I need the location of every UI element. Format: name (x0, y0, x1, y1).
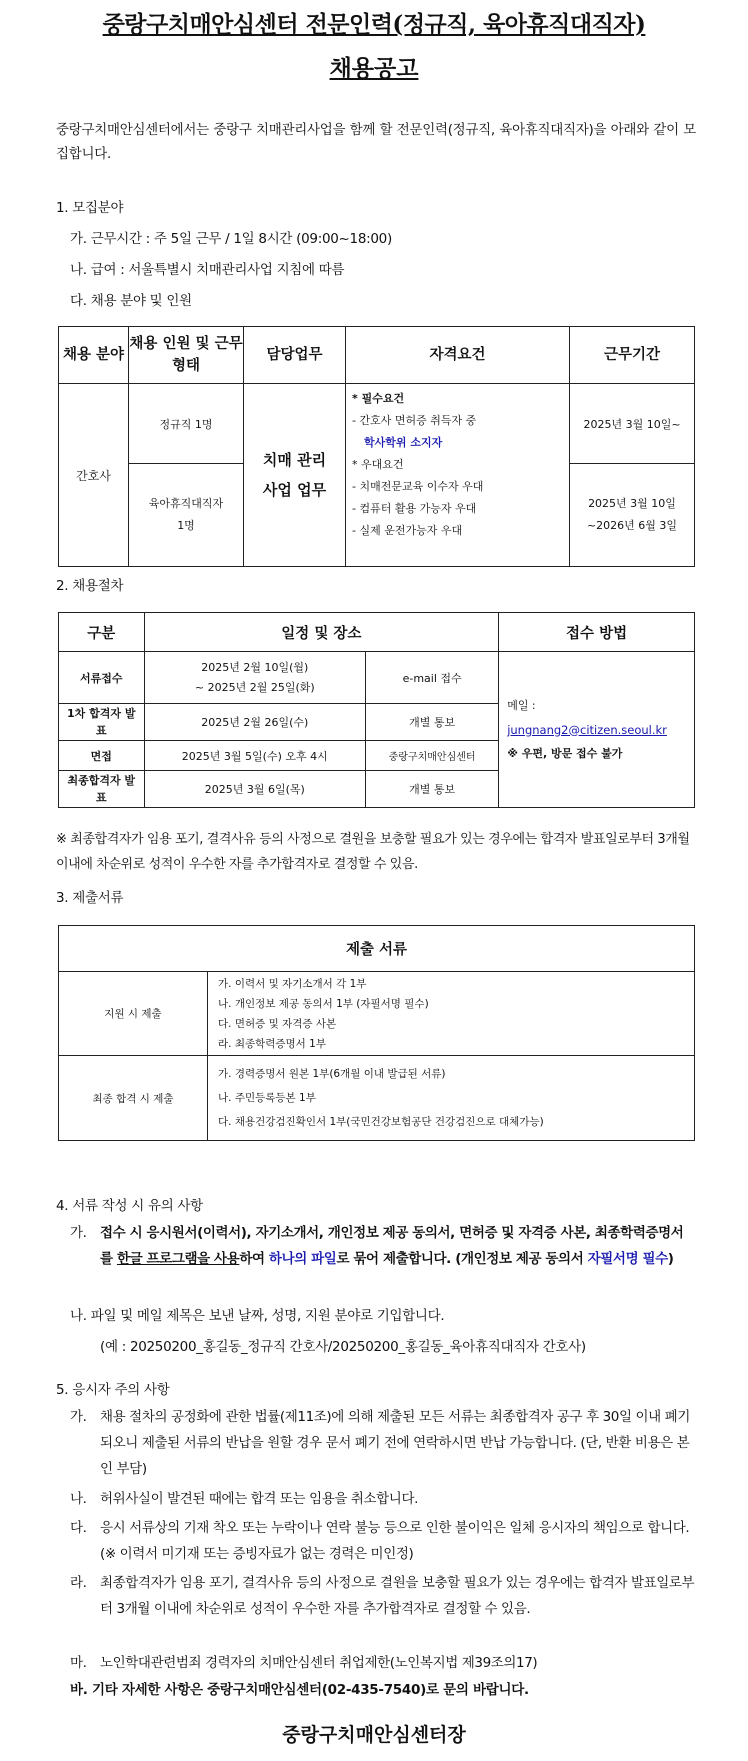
sec5-ma-text: 노인학대관련범죄 경력자의 치매안심센터 취업제한(노인복지법 제39조의17) (100, 1655, 538, 1671)
cell-count-leave-2: 1명 (177, 519, 195, 532)
row1-date: 2025년 2월 10일(월) ~ 2025년 2월 25일(화) (144, 652, 366, 704)
th-documents: 제출 서류 (59, 926, 695, 972)
sec4-ga-text-3: 하여 (239, 1251, 269, 1267)
pref-line-1: - 치매전문교육 이수자 우대 (352, 480, 484, 493)
sec5-da-text: 응시 서류상의 기재 착오 또는 누락이나 연락 불능 등으로 인한 불이익은 일체 응시자의 책임으로 합니다. (※ 이력서 미기재 또는 증빙자료가 없는 경력은 미인정) (100, 1520, 690, 1562)
recruitment-table (58, 326, 695, 567)
sec5-ra-text: 최종합격자가 임용 포기, 결격사유 등의 사정으로 결원을 보충할 필요가 있는 경우에는 합격자 발표일로부터 3개월 이내에 차순위로 성적이 우수한 자를 추가합격자로 결정할 수 있음. (100, 1575, 695, 1617)
apply-item-1: 가. 이력서 및 자기소개서 각 1부 (218, 977, 367, 990)
sec4-ga-text-4: 하나의 파일 (268, 1251, 337, 1267)
apply-item-2: 나. 개인정보 제공 동의서 1부 (자필서명 필수) (218, 997, 429, 1010)
th-qualification: 자격요건 (346, 327, 570, 384)
req-heading: * 필수요건 (352, 392, 405, 405)
sec5-item-na (70, 1486, 696, 1512)
final-item-2: 나. 주민등록등본 1부 (218, 1092, 316, 1104)
final-item-1: 가. 경력증명서 원본 1부(6개월 이내 발급된 서류) (218, 1068, 446, 1080)
sec2-heading: 2. 채용절차 (56, 578, 124, 594)
pref-heading: * 우대요건 (352, 458, 404, 471)
method-label: 메일 : (507, 698, 536, 712)
row4-place: 개별 통보 (366, 771, 499, 808)
row4-type: 최종합격자 발표 (59, 771, 145, 808)
sec2-note: ※ 최종합격자가 임용 포기, 결격사유 등의 사정으로 결원을 보충할 필요가 있는 경우에는 합격자 발표일로부터 3개월 이내에 차순위로 성적이 우수한 자를 추가합격자로 결정할 수 있음. (56, 832, 690, 872)
th-period: 근무기간 (570, 327, 695, 384)
sec5-ra-mark: 라. (70, 1575, 87, 1591)
cell-count-regular: 정규직 1명 (129, 384, 244, 464)
footer-signature: 중랑구치매안심센터장 (282, 1724, 466, 1746)
sec5-item-ba: 바. 기타 자세한 사항은 중랑구치매안심센터(02-435-7540)로 문의 바랍니다. (70, 1682, 529, 1698)
sec3-heading: 3. 제출서류 (56, 890, 124, 906)
th-method: 접수 방법 (499, 613, 695, 652)
sec4-ga-text-6: 자필서명 필수 (587, 1251, 668, 1267)
row4-date: 2025년 3월 6일(목) (144, 771, 366, 808)
sec5-item-da (70, 1515, 696, 1567)
sec5-item-ra (70, 1570, 696, 1622)
row1-type: 서류접수 (59, 652, 145, 704)
apply-item-4: 라. 최종학력증명서 1부 (218, 1037, 326, 1050)
cell-count-leave-1: 육아휴직대직자 (148, 497, 224, 510)
cell-field: 간호사 (59, 384, 129, 567)
sec5-na-mark: 나. (70, 1491, 87, 1507)
pref-line-2: - 컴퓨터 활용 가능자 우대 (352, 502, 477, 515)
cell-period-leave-2: ~2026년 6월 3일 (586, 519, 678, 532)
sec5-item-ga (70, 1404, 696, 1482)
documents-table (58, 925, 695, 1141)
sec5-heading: 5. 응시자 주의 사항 (56, 1382, 170, 1398)
th-duty: 담당업무 (244, 327, 346, 384)
th-count: 채용 인원 및 근무 형태 (129, 327, 244, 384)
sec5-ma-mark: 마. (70, 1655, 87, 1671)
row3-type: 면접 (59, 741, 145, 771)
sec5-ga-mark: 가. (70, 1409, 87, 1425)
final-item-3: 다. 채용건강검진확인서 1부(국민건강보험공단 건강검진으로 대체가능) (218, 1116, 544, 1128)
sec5-da-mark: 다. (70, 1520, 87, 1536)
sec4-ga-text-1: 접수 시 응시원서(이력서), 자기소개서, 개인정보 제공 동의서, 면허증 및 자격증 사본, 최종학력증명서를 (100, 1225, 684, 1267)
row1-place: e-mail 접수 (366, 652, 499, 704)
row3-date: 2025년 3월 5일(수) 오후 4시 (144, 741, 366, 771)
req-line-2: 학사학위 소지자 (364, 436, 443, 449)
sec5-na-text: 허위사실이 발견된 때에는 합격 또는 임용을 취소합니다. (100, 1491, 418, 1507)
sec4-ga-text-2: 한글 프로그램을 사용 (116, 1251, 240, 1267)
req-line-1: - 간호사 면허증 취득자 중 (352, 414, 477, 427)
row3-place: 중랑구치매안심센터 (366, 741, 499, 771)
method-email-link[interactable]: jungnang2@citizen.seoul.kr (507, 722, 667, 737)
sec4-heading: 4. 서류 작성 시 유의 사항 (56, 1198, 203, 1214)
sec1-salary: 나. 급여 : 서울특별시 치매관리사업 지침에 따름 (70, 262, 345, 278)
row2-place: 개별 통보 (366, 704, 499, 741)
row2-type: 1차 합격자 발표 (59, 704, 145, 741)
sec5-ga-text: 채용 절차의 공정화에 관한 법률(제11조)에 의해 제출된 모든 서류는 최종합격자 공구 후 30일 이내 폐기되오니 제출된 서류의 반납을 원할 경우 문서 폐기 전에 연락하시면 반납 가능합니다. (단, 반환 비용은 본인 부담) (100, 1409, 690, 1477)
sec4-example: (예 : 20250200_홍길동_정규직 간호사/20250200_홍길동_육아휴직대직자 간호사) (100, 1339, 586, 1355)
cell-duty: 치매 관리 사업 업무 (244, 384, 346, 567)
title-line-2: 채용공고 (329, 55, 419, 82)
sec1-positions: 다. 채용 분야 및 인원 (70, 293, 192, 309)
sec4-item-na: 나. 파일 및 메일 제목은 보낸 날짜, 성명, 지원 분야로 기입합니다. (70, 1308, 445, 1324)
th-type: 구분 (59, 613, 145, 652)
sec1-work-hours: 가. 근무시간 : 주 5일 근무 / 1일 8시간 (09:00~18:00) (70, 231, 392, 247)
pref-line-3: - 실제 운전가능자 우대 (352, 524, 463, 537)
sec4-ga-mark: 가. (70, 1225, 87, 1241)
row2-date: 2025년 2월 26일(수) (144, 704, 366, 741)
cell-period-leave-1: 2025년 3월 10일 (588, 497, 676, 510)
apply-label: 지원 시 제출 (59, 972, 208, 1056)
final-label: 최종 합격 시 제출 (59, 1056, 208, 1141)
cell-period-regular: 2025년 3월 10일~ (570, 384, 695, 464)
sec4-item-ga (70, 1220, 696, 1272)
process-table (58, 612, 695, 808)
intro-paragraph: 중랑구치매안심센터에서는 중랑구 치매관리사업을 함께 할 전문인력(정규직, 육아휴직대직자)을 아래와 같이 모집합니다. (56, 122, 696, 162)
sec4-ga-text-7: ) (667, 1251, 674, 1267)
apply-item-3: 다. 면허증 및 자격증 사본 (218, 1017, 337, 1030)
th-field: 채용 분야 (59, 327, 129, 384)
title-line-1: 중랑구치매안심센터 전문인력(정규직, 육아휴직대직자) (102, 11, 646, 38)
sec1-heading: 1. 모집분야 (56, 200, 124, 216)
method-note: ※ 우편, 방문 접수 불가 (507, 746, 623, 760)
sec4-ga-text-5: 로 묶어 제출합니다. (개인정보 제공 동의서 (336, 1251, 588, 1267)
th-schedule: 일정 및 장소 (144, 613, 499, 652)
sec5-item-ma (70, 1650, 696, 1676)
